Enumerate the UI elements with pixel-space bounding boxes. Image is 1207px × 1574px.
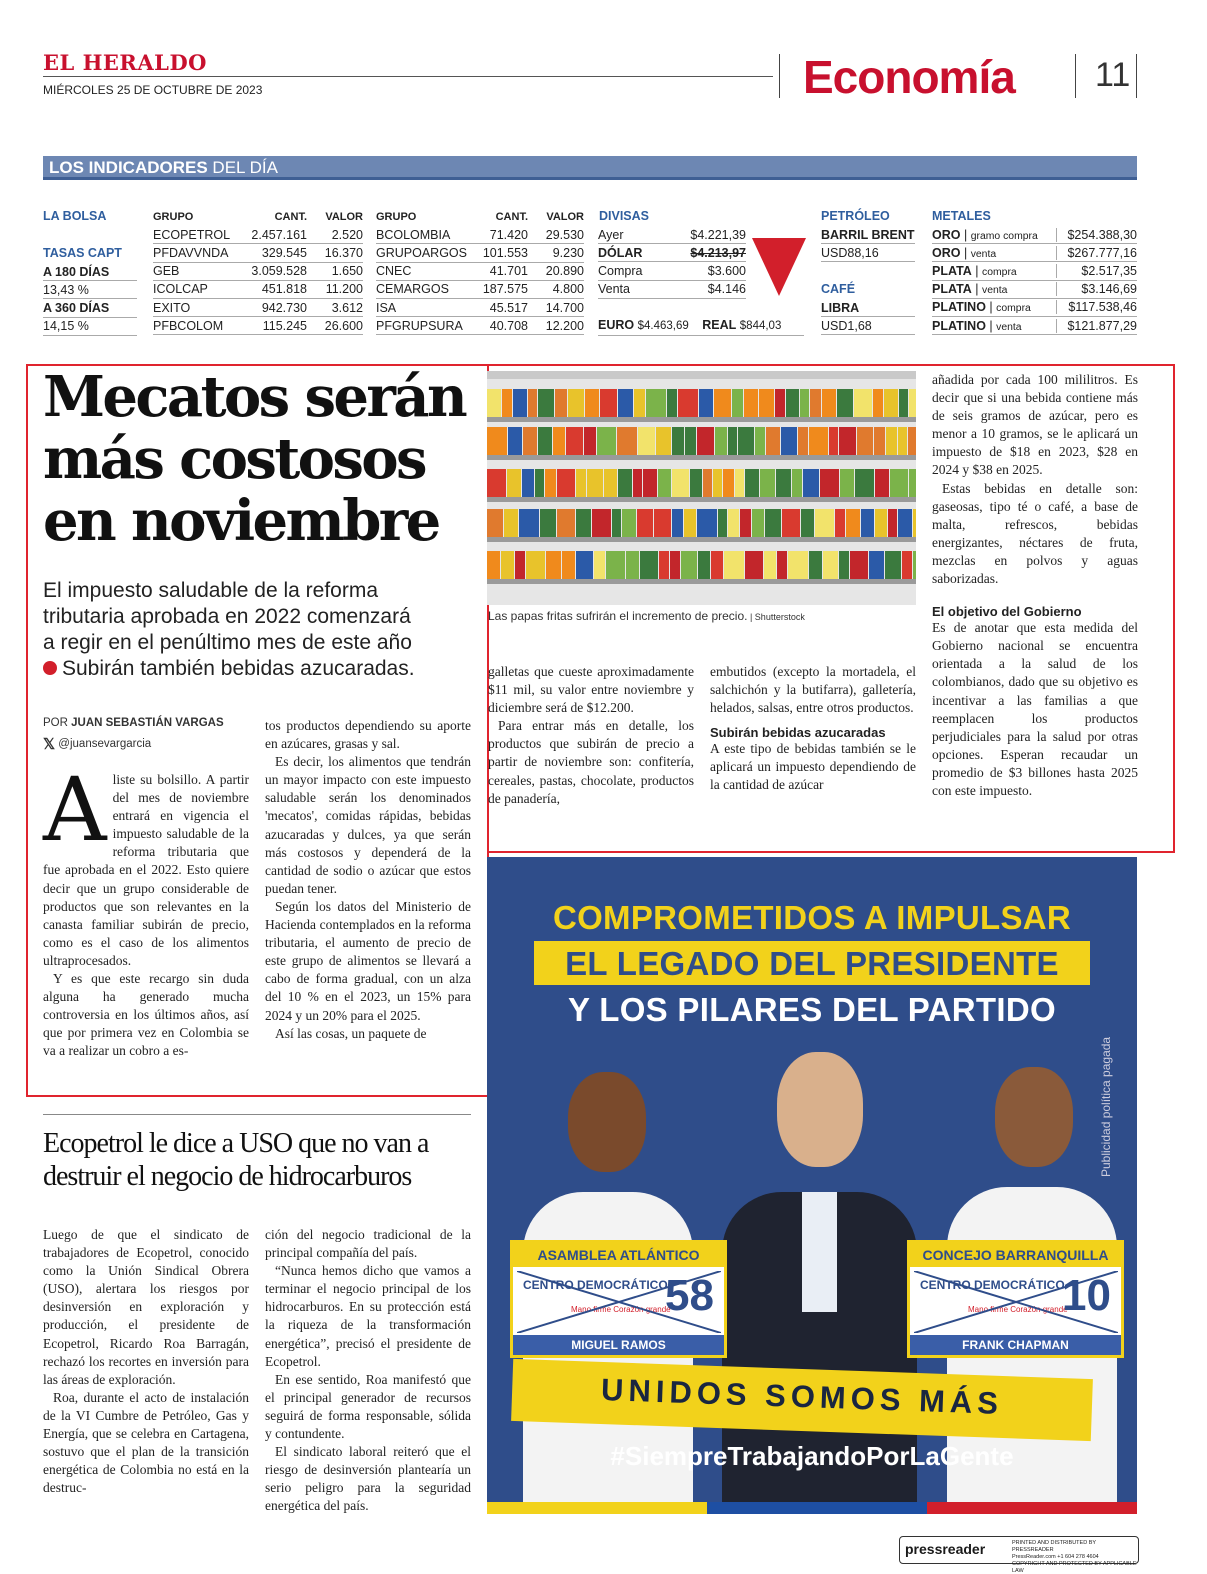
metal-row: PLATA | compra $2.517,35 [932, 262, 1137, 280]
tasa-label: A 180 DÍAS [43, 263, 137, 281]
story2-headline: Ecopetrol le dice a USO que no van a destruir el negocio de hidrocarburos [43, 1128, 429, 1192]
stock-row: PFGRUPSURA 40.708 12.200 [376, 317, 584, 335]
article-headline: Mecatos serán más costosos en noviembre [43, 364, 466, 554]
col-header: CANT. [274, 211, 307, 224]
story2-column-2: ción del negocio tradicional de la principal compañía del país. “Nunca hemos dicho que vamos a terminar el negocio principal de los hidrocarburos. En su protección está la riqueza de la transformación energética”, precisó el presidente de Ecopetrol. En ese sentido, Roa manifestó que el principal generador de recursos seguirá de forma responsable, sólida y contundente. El sindicato laboral reiteró que el riesgo de desinversión plantearía un serio peligro para la seguridad energética del país. [265, 1227, 471, 1514]
indicators-title: LOS INDICADORES DEL DÍA [49, 158, 278, 177]
ad-disclaimer: Publicidad política pagada [1099, 1036, 1113, 1177]
header-divider [779, 54, 780, 98]
ballot-title: ASAMBLEA ATLÁNTICO [513, 1243, 724, 1267]
stock-row: PFBCOLOM 115.245 26.600 [153, 317, 363, 335]
dropcap: A [43, 758, 107, 861]
down-arrow-icon [752, 238, 806, 296]
cafe-label: CAFÉ [821, 282, 856, 296]
stocks-table-1 [153, 208, 363, 335]
tasa-label: A 360 DÍAS [43, 299, 137, 317]
header-divider [1075, 54, 1076, 98]
col-header: VALOR [546, 211, 584, 224]
stock-row: GRUPOARGOS 101.553 9.230 [376, 244, 584, 262]
metales-table [932, 226, 1137, 335]
libra-label: LIBRA [821, 299, 915, 317]
tasas-table [43, 263, 137, 336]
col-header: CANT. [495, 211, 528, 224]
col-header: GRUPO [376, 211, 417, 224]
ballot-title: CONCEJO BARRANQUILLA [910, 1243, 1121, 1267]
cafe-table [821, 299, 915, 335]
col-header: VALOR [325, 211, 363, 224]
brent-value: USD88,16 [821, 244, 915, 262]
metal-row: ORO | venta $267.777,16 [932, 244, 1137, 262]
petroleo-label: PETRÓLEO [821, 209, 890, 223]
ad-hashtag: #SiempreTrabajandoPorLaGente [610, 1441, 1014, 1471]
header-divider [1136, 54, 1137, 98]
section-title: Economía [803, 51, 1015, 103]
flag-stripe-blue [707, 1502, 927, 1514]
stock-row: PFDAVVNDA 329.545 16.370 [153, 244, 363, 262]
libra-value: USD1,68 [821, 317, 915, 335]
metal-row: ORO | gramo compra $254.388,30 [932, 226, 1137, 244]
candidate-name: FRANK CHAPMAN [910, 1335, 1121, 1355]
candidate-name: MIGUEL RAMOS [513, 1335, 724, 1355]
stock-row: BCOLOMBIA 71.420 29.530 [376, 226, 584, 244]
tasas-label: TASAS CAPT [43, 246, 122, 260]
ballot-number: 58 [665, 1271, 714, 1320]
stocks-table-2 [376, 208, 584, 335]
divisa-row: Compra $3.600 [598, 262, 746, 280]
metal-row: PLATINO | compra $117.538,46 [932, 299, 1137, 317]
author-handle: 𝕏 @juansevargarcia [43, 736, 152, 753]
metal-row: PLATA | venta $3.146,69 [932, 281, 1137, 299]
article-column-4: embutidos (excepto la mortadela, el salchichón y la butifarra), galletería, helados, salsas, entre otros productos. Subirán bebidas azucaradas A este tipo de bebidas también se le aplicará un impuesto dependiendo de la cantidad de azúcar [710, 664, 916, 793]
ballot-number: 10 [1062, 1271, 1111, 1320]
ballot-asamblea [510, 1240, 727, 1358]
col-header: GRUPO [153, 211, 194, 224]
photo-caption: Las papas fritas sufrirán el incremento de precio. | Shutterstock [488, 609, 805, 623]
ad-headline-2: EL LEGADO DEL PRESIDENTE [565, 945, 1059, 982]
ad-headline-3: Y LOS PILARES DEL PARTIDO [568, 991, 1056, 1028]
euro-real-row: EURO $4.463,69 REAL $844,03 [598, 318, 804, 336]
ad-headline-1: COMPROMETIDOS A IMPULSAR [552, 899, 1072, 936]
stock-row: ECOPETROL 2.457.161 2.520 [153, 226, 363, 244]
metal-row: PLATINO | venta $121.877,29 [932, 317, 1137, 335]
brent-label: BARRIL BRENT [821, 226, 915, 244]
snacks-shelf-photo [487, 371, 916, 605]
pressreader-fineprint: PRINTED AND DISTRIBUTED BY PRESSREADER PressReader.com +1 604 278 4604 COPYRIGHT AND PROTECTED BY APPLICABLE LAW [1012, 1540, 1137, 1574]
divisa-row: Ayer $4.221,39 [598, 226, 746, 244]
article-column-5: añadida por cada 100 mililitros. Es decir que si una bebida contiene más de seis gramos de azúcar, pero es menor a 10 gramos, se le aplicará un impuesto de $18 en 2023, $28 en 2024 y $38 en 2025. Estas bebidas en detalle son: gaseosas, tipo té o café, a base de malta, refrescos, bebidas energizantes, néctares de fruta, mezclas en polvos y aguas saborizadas. El objetivo del Gobierno Es de anotar que esta medida del Gobierno nacional se encuentra orientada a la salud de los colombianos, dado que su objetivo es incentivar a las familias a que reemplacen los productos perjudiciales para la salud por otras opciones. Esperan recaudar un promedio de $3 billones hasta 2025 con este impuesto. [932, 372, 1138, 798]
article-column-2: tos productos dependiendo su aporte en azúcares, grasas y sal. Es decir, los alimentos que tendrán un mayor impacto con este impuesto saludable serán los denominados 'mecatos', comidas rápidas, bebidas azucaradas y dulces, ya que serán más costosos y dependerá de la cantidad de sodio o azúcar que estos puedan tener. Según los datos del Ministerio de Hacienda contemplados en la reforma tributaria, el aumento de precio de este grupo de alimentos se llevará a cabo de forma gradual, con un alza del 10 % en el 2023, un 15% para 2024 y un 20% para el 2025. Así las cosas, un paquete de [265, 718, 471, 1041]
divisa-row: Venta $4.146 [598, 281, 746, 299]
stock-row: ISA 45.517 14.700 [376, 299, 584, 317]
page-number: 11 [1095, 56, 1131, 94]
subhead: El objetivo del Gobierno [932, 604, 1082, 620]
x-mark-icon [914, 1271, 1118, 1333]
stock-row: ICOLCAP 451.818 11.200 [153, 281, 363, 299]
story-divider [43, 1114, 471, 1115]
ballot-concejo [907, 1240, 1124, 1358]
political-ad [487, 857, 1137, 1514]
article-column-1: Aliste su bolsillo. A partir del mes de noviembre entrará en vigencia el impuesto saludable de la reforma tributaria que fue aprobada en el 2022. Esto quiere decir que un grupo considerable de productos que son relevantes en la canasta familiar subirán de precio, como es el caso de los alimentos ultraprocesados. Y es que este recargo sin duda alguna ha generado mucha controversia en los últimos años, así que por primera vez en Colombia se va a realizar un cobro a es- [43, 758, 249, 1059]
party-slogan: Mano firme Corazón grande [968, 1305, 1068, 1314]
x-mark-icon [517, 1271, 721, 1333]
tasa-value: 14,15 % [43, 318, 137, 336]
subhead: Subirán bebidas azucaradas [710, 725, 886, 741]
tasa-value: 13,43 % [43, 281, 137, 299]
stock-row: EXITO 942.730 3.612 [153, 299, 363, 317]
flag-stripe-yellow [487, 1502, 707, 1514]
party-slogan: Mano firme Corazón grande [571, 1305, 671, 1314]
x-logo-icon: 𝕏 [43, 736, 56, 753]
flag-stripe-red [927, 1502, 1137, 1514]
ad-slogan: UNIDOS SOMOS MÁS [600, 1371, 1004, 1422]
issue-date: MIÉRCOLES 25 DE OCTUBRE DE 2023 [43, 83, 263, 97]
stock-row: CNEC 41.701 20.890 [376, 263, 584, 281]
bolsa-label: LA BOLSA [43, 209, 107, 223]
pressreader-badge [899, 1536, 1139, 1574]
masthead: EL HERALDO [43, 50, 207, 75]
divisa-row: DÓLAR $4.213,97 [598, 244, 746, 262]
bullet-icon [43, 661, 57, 675]
stock-row: GEB 3.059.528 1.650 [153, 263, 363, 281]
divisas-table [598, 226, 746, 299]
metales-label: METALES [932, 209, 991, 223]
article-dek: El impuesto saludable de la reforma tributaria aprobada en 2022 comenzará a regir en el penúltimo mes de este año Subirán también bebidas azucaradas. [43, 579, 415, 680]
article-column-3: galletas que cueste aproximadamente $11 mil, su valor entre noviembre y diciembre será de $12.200. Para entrar más en detalle, los productos que subirán de precio a partir de noviembre son: confitería, cereales, pastas, chocolate, productos de panadería, [488, 664, 694, 806]
pressreader-logo: pressreader [905, 1541, 986, 1557]
party-logo: CENTRO DEMOCRÁTICO [523, 1278, 668, 1292]
stock-row: CEMARGOS 187.575 4.800 [376, 281, 584, 299]
divisas-label: DIVISAS [599, 209, 650, 223]
petroleo-table [821, 226, 915, 262]
byline: POR JUAN SEBASTIÁN VARGAS [43, 717, 224, 729]
header-rule [43, 76, 773, 77]
party-logo: CENTRO DEMOCRÁTICO [920, 1278, 1065, 1292]
story2-column-1: Luego de que el sindicato de trabajadores de Ecopetrol, conocido como la Unión Sindical Obrera (USO), alertara los riesgos por desinversión en exploración y producción, el presidente de Ecopetrol, Ricardo Roa Barragán, rechazó los recortes en inversión para las áreas de exploración. Roa, durante el acto de instalación de la VI Cumbre de Petróleo, Gas y Energía, que se celebra en Cartagena, sostuvo que el plan de la transición energética de Colombia no está en la destruc- [43, 1227, 249, 1496]
